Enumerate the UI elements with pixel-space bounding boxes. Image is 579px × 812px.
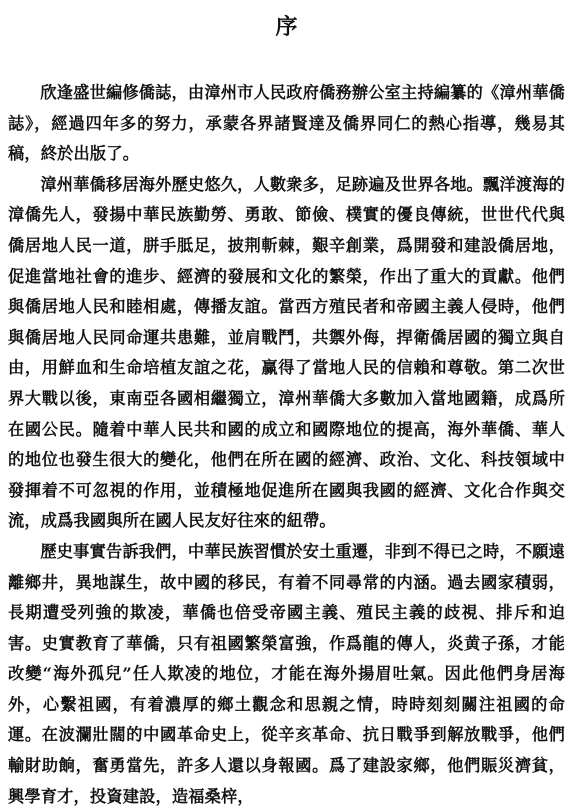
paragraph-1: 欣逢盛世編修僑誌，由漳州市人民政府僑務辦公室主持編纂的《漳州華僑誌》，經過四年多的努力，承蒙各界諸賢達及僑界同仁的熱心指導，幾易其稿，終於出版了。: [8, 83, 565, 164]
paragraph-2: 漳州華僑移居海外歷史悠久，人數衆多，足跡遍及世界各地。飄洋渡海的漳僑先人，發揚中華民族勤勞、勇敢、節儉、樸實的優良傳統，世世代代與僑居地人民一道，胼手胝足，披荆斬棘，艱辛創業，爲開發和建設僑居地，促進當地社會的進步、經濟的發展和文化的繁榮，作出了重大的貢獻。他們與僑居地人民和睦相處，傳播友誼。當西方殖民者和帝國主義人侵時，他們與僑居地人民同命運共患難，並肩戰鬥，共禦外侮，捍衛僑居國的獨立與自由，用鮮血和生命培植友誼之花，赢得了當地人民的信賴和尊敬。第二次世界大戰以後，東南亞各國相繼獨立，漳州華僑大多數加入當地國籍，成爲所在國公民。隨着中華人民共和國的成立和國際地位的提高，海外華僑、華人的地位也發生很大的變化，他們在所在國的經濟、政治、文化、科技領域中發揮着不可忽視的作用，並積極地促進所在國與我國的經濟、文化合作與交流，成爲我國與所在國人民友好往來的紐帶。: [8, 174, 565, 531]
document-title: 序: [275, 14, 298, 40]
paragraph-3: 歷史事實告訴我們，中華民族習慣於安土重遷，非到不得已之時，不願遠離鄉井，異地謀生，故中國的移民，有着不同尋常的内涵。過去國家積弱，長期遭受列強的欺凌，華僑也倍受帝國主義、殖民主義的歧視、排斥和迫害。史實教育了華僑，只有祖國繁榮富強，作爲龍的傳人，炎黄子孫，才能改變“海外孤兒”任人欺凌的地位，才能在海外揚眉吐氣。因此他們身居海外，心繫祖國，有着濃厚的鄉土觀念和思親之情，時時刻刻關注祖國的命運。在波瀾壯闊的中國革命史上，從辛亥革命、抗日戰爭到解放戰爭，他們輸財助餉，奮勇當先，許多人還以身報國。爲了建設家鄉，他們賑災濟貧，興學育才，投資建設，造福桑梓，: [8, 541, 565, 806]
